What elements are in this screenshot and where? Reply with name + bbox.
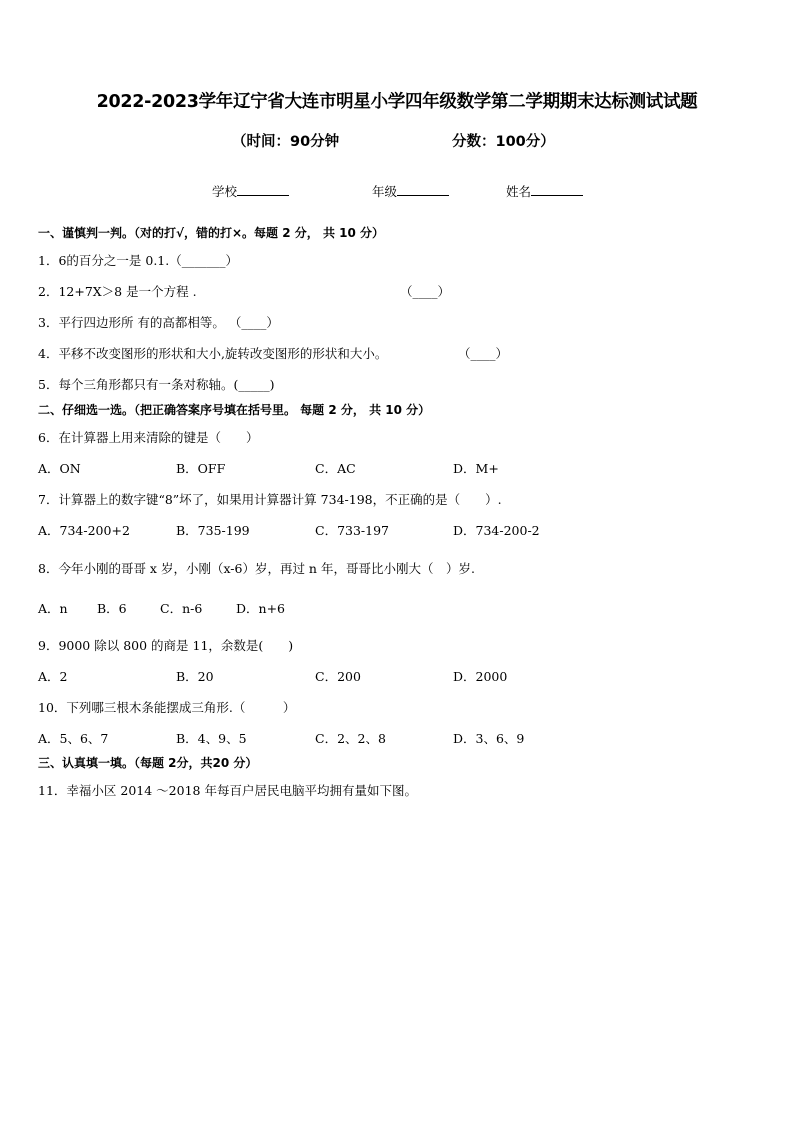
question-9: 9．9000 除以 800 的商是 11，余数是( ) [38, 638, 294, 653]
question-8: 8．今年小刚的哥哥 x 岁，小刚（x-6）岁，再过 n 年，哥哥比小刚大（ ）岁. [38, 561, 475, 576]
section-heading: 三、认真填一填。（每题 2分，共20 分） [38, 756, 258, 770]
school-blank[interactable] [237, 183, 289, 196]
option-a: A．734-200+2 [38, 523, 130, 538]
question-7: 7．计算器上的数字键“8”坏了，如果用计算器计算 734-198，不正确的是（ ）. [38, 492, 502, 507]
question-2: 2．12+7X＞8 是一个方程 . [38, 284, 197, 299]
option-d: D．2000 [453, 669, 508, 684]
option-b: B．20 [176, 669, 214, 684]
option-c: C．2、2、8 [315, 731, 386, 746]
option-b: B．6 [97, 601, 127, 616]
name-blank[interactable] [531, 183, 583, 196]
answer-blank: （____） [458, 346, 509, 361]
question-10: 10．下列哪三根木条能摆成三角形.（ ） [38, 700, 296, 715]
grade-field[interactable] [372, 182, 449, 200]
exam-time: （时间：90分钟 [232, 134, 340, 150]
option-d: D．3、6、9 [453, 731, 525, 746]
option-c: C．AC [315, 461, 356, 476]
option-a: A．ON [38, 461, 81, 476]
page-title: 2022-2023学年辽宁省大连市明星小学四年级数学第二学期期末达标测试试题 [96, 92, 698, 112]
option-d: D．n+6 [236, 601, 285, 616]
name-label: 姓名 [506, 184, 532, 199]
exam-score: 分数：100分） [452, 134, 555, 150]
question-5: 5．每个三角形都只有一条对称轴。(_____) [38, 377, 275, 392]
option-b: B．4、9、5 [176, 731, 247, 746]
question-1: 1．6的百分之一是 0.1.（_______） [38, 253, 238, 268]
grade-label: 年级 [372, 184, 398, 199]
question-6: 6．在计算器上用来清除的键是（ ） [38, 430, 259, 445]
question-11: 11．幸福小区 2014 ～2018 年每百户居民电脑平均拥有量如下图。 [38, 783, 417, 798]
section-heading: 二、仔细选一选。（把正确答案序号填在括号里。 每题 2 分， 共 10 分） [38, 403, 431, 417]
option-a: A．n [38, 601, 68, 616]
option-a: A．5、6、7 [38, 731, 109, 746]
section-heading: 一、谨慎判一判。（对的打√，错的打×。每题 2 分， 共 10 分） [38, 226, 384, 240]
option-b: B．735-199 [176, 523, 250, 538]
option-b: B．OFF [176, 461, 226, 476]
answer-blank: （____） [400, 284, 451, 299]
option-d: D．734-200-2 [453, 523, 540, 538]
option-d: D．M+ [453, 461, 499, 476]
name-field[interactable] [506, 182, 583, 200]
school-label: 学校 [212, 184, 238, 199]
option-a: A．2 [38, 669, 68, 684]
school-field[interactable] [212, 182, 289, 200]
question-3: 3．平行四边形所 有的高都相等。 （____） [38, 315, 279, 330]
question-4: 4．平移不改变图形的形状和大小,旋转改变图形的形状和大小。 [38, 346, 388, 361]
option-c: C．200 [315, 669, 361, 684]
grade-blank[interactable] [397, 183, 449, 196]
option-c: C．733-197 [315, 523, 390, 538]
option-c: C．n-6 [160, 601, 203, 616]
